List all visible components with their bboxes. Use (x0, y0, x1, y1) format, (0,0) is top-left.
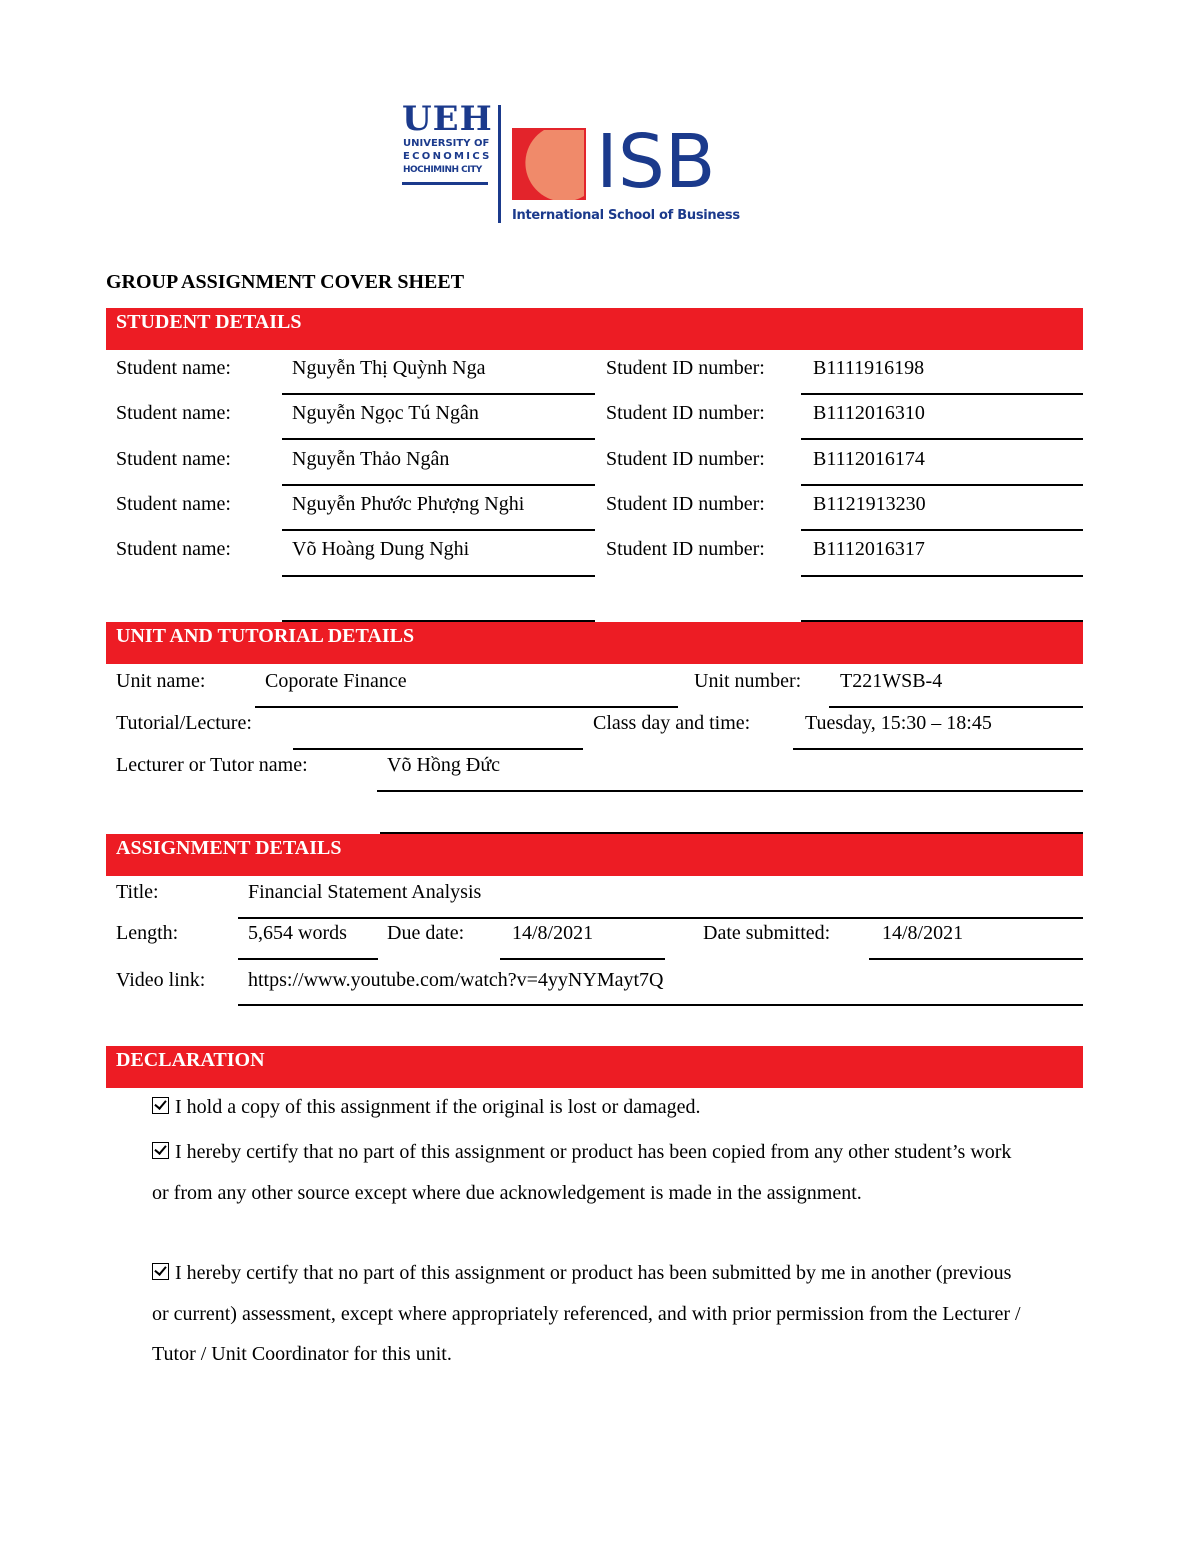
underline (801, 484, 1083, 486)
isb-logo-main: ISB (596, 119, 716, 205)
student-id-value: B1121913230 (813, 493, 926, 515)
underline (293, 748, 583, 750)
video-link-label: Video link: (116, 969, 206, 991)
student-name-value: Nguyễn Ngọc Tú Ngân (292, 402, 479, 424)
declaration-item (152, 1253, 1032, 1375)
underline (255, 706, 678, 708)
date-submitted-value: 14/8/2021 (882, 922, 964, 944)
student-name-value: Nguyễn Thảo Ngân (292, 448, 450, 470)
ueh-logo-underline (402, 182, 488, 185)
class-time-value: Tuesday, 15:30 – 18:45 (805, 712, 992, 734)
student-name-label: Student name: (116, 448, 231, 470)
ueh-logo (402, 100, 502, 195)
student-id-value: B1111916198 (813, 357, 925, 379)
ueh-logo-main: UEH (402, 99, 493, 139)
student-id-value: B1112016310 (813, 402, 925, 424)
page-title: GROUP ASSIGNMENT COVER SHEET (106, 271, 465, 293)
lecturer-label: Lecturer or Tutor name: (116, 754, 308, 776)
video-link-value[interactable]: https://www.youtube.com/watch?v=4yyNYMayt7Q (248, 969, 664, 991)
declaration-item (152, 1132, 1032, 1213)
student-id-label: Student ID number: (606, 402, 765, 424)
underline (238, 917, 1083, 919)
student-details-header-text: STUDENT DETAILS (116, 311, 302, 333)
underline (282, 484, 595, 486)
unit-number-value: T221WSB-4 (840, 670, 943, 692)
underline (282, 575, 595, 577)
underline (869, 958, 1083, 960)
declaration-item (152, 1087, 1032, 1128)
student-name-value: Võ Hoàng Dung Nghi (292, 538, 470, 560)
underline (801, 575, 1083, 577)
underline (377, 790, 1083, 792)
unit-number-label: Unit number: (694, 670, 802, 692)
isb-logo (512, 119, 752, 228)
ueh-logo-line3: HOCHIMINH CITY (403, 165, 482, 175)
isb-logo-sub: International School of Business (512, 208, 740, 223)
assignment-details-header (106, 834, 1083, 876)
student-id-label: Student ID number: (606, 493, 765, 515)
student-id-label: Student ID number: (606, 538, 765, 560)
length-value: 5,654 words (248, 922, 347, 944)
ueh-logo-line1: UNIVERSITY OF (403, 138, 490, 149)
assignment-details-header-text: ASSIGNMENT DETAILS (116, 837, 342, 859)
student-name-label: Student name: (116, 538, 231, 560)
student-name-value: Nguyễn Thị Quỳnh Nga (292, 357, 486, 379)
title-label: Title: (116, 881, 159, 903)
unit-details-header-text: UNIT AND TUTORIAL DETAILS (116, 625, 415, 647)
lecturer-value: Võ Hồng Đức (387, 754, 501, 776)
underline (500, 958, 665, 960)
logo-divider (498, 105, 501, 223)
due-date-value: 14/8/2021 (512, 922, 594, 944)
checkbox-checked-icon[interactable] (152, 1097, 169, 1114)
ueh-logo-line2: ECONOMICS (403, 151, 492, 162)
student-id-value: B1112016174 (813, 448, 925, 470)
student-name-label: Student name: (116, 402, 231, 424)
underline (801, 529, 1083, 531)
student-name-value: Nguyễn Phước Phượng Nghi (292, 493, 525, 515)
student-id-label: Student ID number: (606, 357, 765, 379)
unit-details-header (106, 622, 1083, 664)
underline (238, 1004, 1083, 1006)
underline (801, 438, 1083, 440)
declaration-text: I hereby certify that no part of this assignment or product has been copied from any other student’s work or from any other source except where due acknowledgement is made in the assignment. (152, 1141, 1012, 1204)
student-id-value: B1112016317 (813, 538, 925, 560)
declaration-text: I hereby certify that no part of this assignment or product has been submitted by me in another (previous or current) assessment, except where appropriately referenced, and with prior permission from the Lecturer / Tutor / Unit Coordinator for this unit. (152, 1262, 1021, 1365)
student-name-label: Student name: (116, 357, 231, 379)
unit-name-label: Unit name: (116, 670, 206, 692)
underline (801, 393, 1083, 395)
tutorial-label: Tutorial/Lecture: (116, 712, 252, 734)
due-date-label: Due date: (387, 922, 465, 944)
underline (282, 438, 595, 440)
class-time-label: Class day and time: (593, 712, 751, 734)
student-details-header (106, 308, 1083, 350)
unit-name-value: Coporate Finance (265, 670, 407, 692)
underline (282, 529, 595, 531)
title-value: Financial Statement Analysis (248, 881, 482, 903)
date-submitted-label: Date submitted: (703, 922, 831, 944)
checkbox-checked-icon[interactable] (152, 1142, 169, 1159)
underline (793, 748, 1083, 750)
declaration-text: I hold a copy of this assignment if the original is lost or damaged. (175, 1096, 701, 1118)
declaration-header (106, 1046, 1083, 1088)
declaration-header-text: DECLARATION (116, 1049, 265, 1071)
student-name-label: Student name: (116, 493, 231, 515)
underline (238, 958, 378, 960)
length-label: Length: (116, 922, 179, 944)
isb-logo-mark (512, 128, 586, 200)
student-id-label: Student ID number: (606, 448, 765, 470)
underline (829, 706, 1083, 708)
checkbox-checked-icon[interactable] (152, 1263, 169, 1280)
underline (282, 393, 595, 395)
